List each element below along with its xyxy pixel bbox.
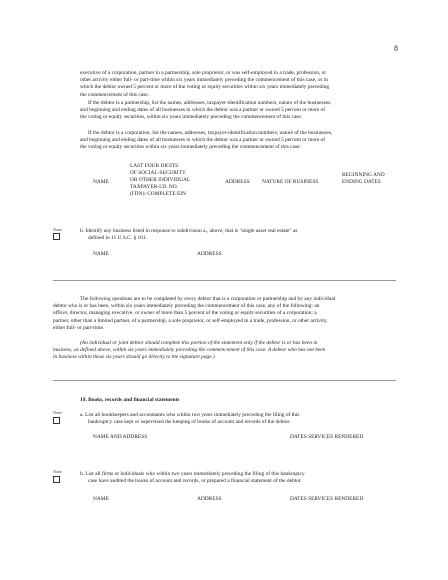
corporation-paragraph (80, 130, 332, 152)
b2-header-name: NAME (93, 496, 109, 502)
none-checkbox[interactable] (53, 476, 60, 483)
partnership-line: the voting or equity securities, within six years immediately preceding the commencement of this case. (80, 114, 303, 121)
item-b-line: defined in 11 U.S.C. § 101. (88, 235, 147, 242)
individual-line: in business within those six years should go directly to the signature page.) (53, 354, 215, 361)
section-19-title: 19. Books, records and financial statements (80, 397, 180, 403)
none-label: None (53, 469, 63, 474)
header-ssn-line: LAST FOUR DIGITS (130, 163, 179, 169)
b2-header-address: ADDRESS (197, 496, 222, 502)
questions-line: partner, other than a limited partner, of a partnership, a sole proprietor, or self-employed in a trade, profession, or other activity, (53, 317, 328, 324)
header-ssn-line: (ITIN)/ COMPLETE EIN (130, 191, 186, 197)
item-19b-line: case have audited the books of account and records, or prepared a financial statement of the debtor. (88, 478, 302, 485)
header-ssn-line: OR OTHER INDIVIDUAL (130, 177, 191, 183)
header-dates (342, 172, 385, 186)
header-ssn-line: OF SOCIAL-SECURITY (130, 170, 186, 176)
corporation-line: the voting or equity securities within six years immediately preceding the commencement of this case. (80, 144, 301, 151)
questions-line: debtor who is or has been, within six years immediately preceding the commencement of this case, any of the following: an (53, 303, 320, 310)
none-checkbox[interactable] (53, 233, 60, 240)
header-dates-line: ENDING DATES (342, 179, 381, 185)
header-name: NAME (93, 179, 109, 185)
a-header-dates: DATES SERVICES RENDERED (290, 434, 364, 440)
item-19a-line: bankruptcy case kept or supervised the keeping of books of account and records of the debtor. (88, 419, 291, 426)
questions-line: The following questions are to be completed by every debtor that is a corporation or partnership and by any individual (80, 296, 336, 302)
corporation-line: and beginning and ending dates of all businesses in which the debtor was a partner or owned 5 percent or more of (80, 137, 326, 144)
page-number: 8 (394, 44, 398, 53)
header-ssn-line: TAXPAYER-I.D. NO. (130, 184, 178, 190)
item-b-line: b. Identify any business listed in response to subdivision a., above, that is "single asset real estate" as (80, 228, 298, 234)
header-nature: NATURE OF BUSINESS (262, 179, 319, 185)
item-b-text (80, 228, 297, 242)
none-label: None (53, 227, 63, 232)
item-19a-line: a. List all bookkeepers and accountants who within two years immediately preceding the filing of this (80, 412, 300, 418)
corporation-line: If the debtor is a corporation, list the names, addresses, taxpayer-identification numbers, nature of the businesses, (88, 130, 333, 136)
individual-line: business, as defined above, within six years immediately preceding the commencement of this case. A debtor who has not been (53, 347, 326, 354)
item-19b-text (80, 471, 305, 485)
intro-paragraph (80, 70, 329, 99)
partnership-paragraph (80, 100, 332, 122)
individual-paragraph (53, 340, 325, 362)
b-header-address: ADDRESS (197, 251, 222, 257)
questions-line: officer, director, managing executive, or owner of more than 5 percent of the voting or equity securities of a corporation; a (53, 310, 317, 317)
intro-line: executive of a corporation, partner in a partnership, sole proprietor, or was self-employed in a trade, profession, or (80, 70, 327, 76)
intro-line: which the debtor owned 5 percent or more of the voting or equity securities within six years immediately preceding (80, 84, 330, 91)
none-label: None (53, 410, 63, 415)
section-divider (53, 380, 396, 381)
item-19b-line: b. List all firms or individuals who within two years immediately preceding the filing of this bankruptcy (80, 471, 305, 477)
intro-line: other activity either full- or part-time within six years immediately preceding the commencement of this case, or in (80, 77, 328, 84)
partnership-line: If the debtor is a partnership, list the names, addresses, taxpayer-identification numbers, nature of the businesses, (88, 100, 332, 106)
partnership-line: and beginning and ending dates of all businesses in which the debtor was a partner or owned 5 percent or more of (80, 107, 326, 114)
questions-line: either full- or part-time. (53, 324, 105, 331)
intro-line: the commencement of this case. (80, 91, 150, 98)
item-19a-text (80, 412, 299, 426)
b-header-name: NAME (93, 251, 109, 257)
header-ssn (130, 163, 190, 198)
header-dates-line: BEGINNING AND (342, 172, 385, 178)
individual-line: (An individual or joint debtor should complete this portion of the statement only if the debtor is or has been in (80, 340, 318, 346)
b2-header-dates: DATES SERVICES RENDERED (290, 496, 364, 502)
section-divider (53, 280, 396, 281)
questions-paragraph (53, 296, 335, 332)
header-address: ADDRESS (225, 179, 250, 185)
a-header-name: NAME AND ADDRESS (93, 434, 148, 440)
none-checkbox[interactable] (53, 417, 60, 424)
